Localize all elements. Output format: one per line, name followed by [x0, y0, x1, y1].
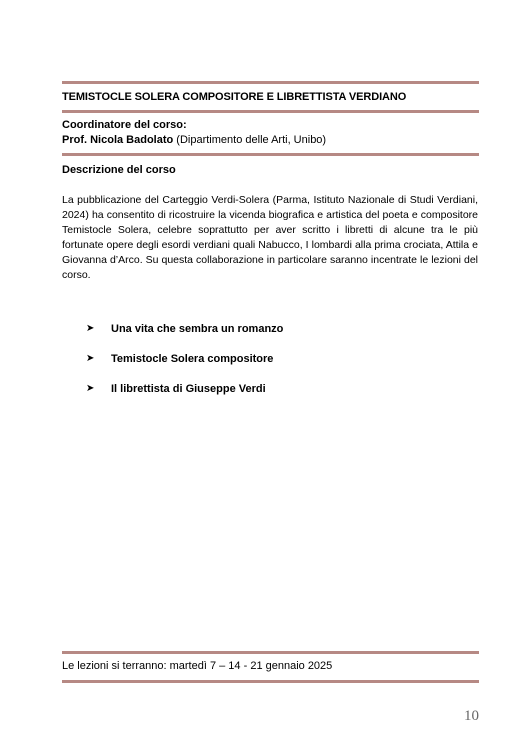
coordinator-rule	[62, 153, 479, 156]
list-item	[86, 352, 283, 382]
list-item	[86, 382, 283, 412]
course-title: TEMISTOCLE SOLERA COMPOSITORE E LIBRETTISTA VERDIANO	[62, 91, 407, 103]
coordinator-heading: Coordinatore del corso:	[62, 119, 187, 131]
topic-label: Il librettista di Giuseppe Verdi	[111, 383, 266, 395]
topic-label: Temistocle Solera compositore	[111, 353, 274, 365]
topic-list	[86, 322, 283, 412]
arrow-bullet-icon: ➤	[86, 383, 95, 394]
page-number: 10	[464, 708, 479, 724]
schedule-text: Le lezioni si terranno: martedì 7 – 14 - 21 gennaio 2025	[62, 660, 333, 672]
coordinator-affiliation: (Dipartimento delle Arti, Unibo)	[173, 134, 327, 146]
schedule-top-rule	[62, 651, 479, 654]
arrow-bullet-icon: ➤	[86, 323, 95, 334]
top-rule	[62, 81, 479, 84]
topic-label: Una vita che sembra un romanzo	[111, 323, 284, 335]
arrow-bullet-icon: ➤	[86, 353, 95, 364]
description-heading: Descrizione del corso	[62, 164, 176, 176]
coordinator-line	[62, 133, 326, 147]
list-item	[86, 322, 283, 352]
title-rule	[62, 110, 479, 113]
coordinator-name: Prof. Nicola Badolato	[62, 134, 174, 146]
course-description: La pubblicazione del Carteggio Verdi-Solera (Parma, Istituto Nazionale di Studi Verdiani, 2024) ha consentito di ricostruire la vicenda biografica e artistica del poeta e compositore Temistocle Solera, celebre soprattutto per aver scritto i libretti di alcune tra le più fortunate opere degli esordi verdiani quali Nabucco, I lombardi alla prima crociata, Attila e Giovanna d’Arco. Su questa collaborazione in particolare saranno incentrate le lezioni del corso.	[62, 194, 478, 281]
schedule-bottom-rule	[62, 680, 479, 683]
